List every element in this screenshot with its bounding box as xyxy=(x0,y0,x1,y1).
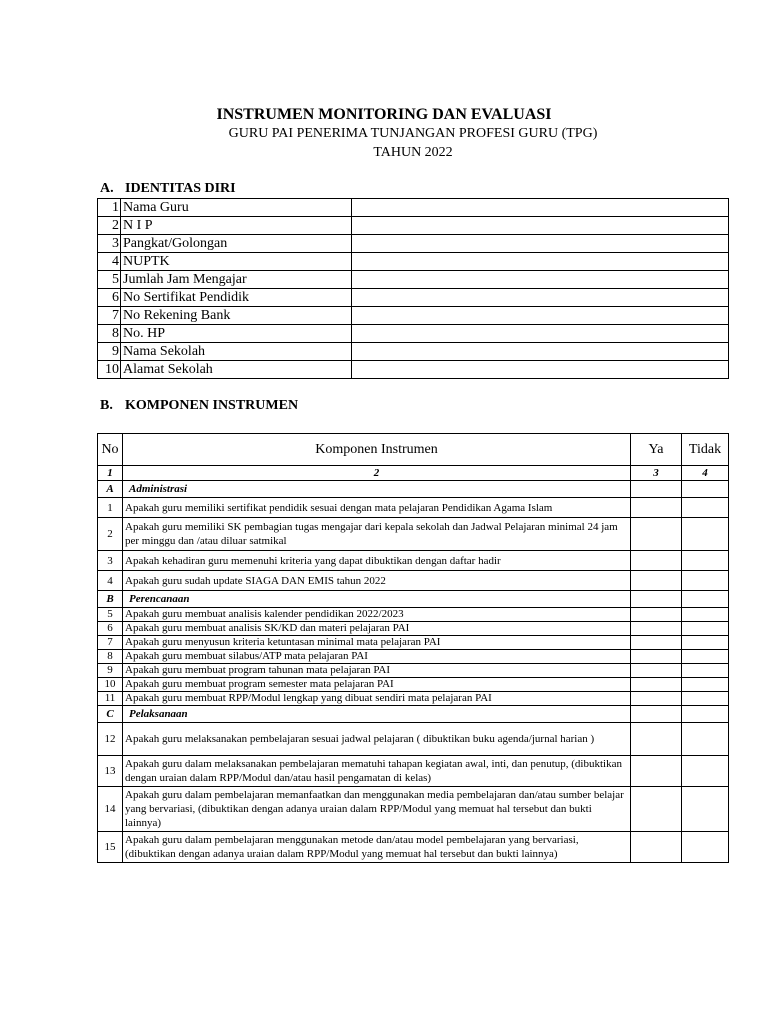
ya-checkbox-cell[interactable] xyxy=(631,723,682,756)
instrument-question: Apakah guru sudah update SIAGA DAN EMIS tahun 2022 xyxy=(123,571,631,591)
instrument-row xyxy=(98,650,729,664)
identity-row-label: Nama Sekolah xyxy=(121,343,352,361)
identity-row-label: NUPTK xyxy=(121,253,352,271)
identity-row xyxy=(98,217,729,235)
header-ya: Ya xyxy=(631,434,682,466)
identity-value-field[interactable] xyxy=(352,343,729,361)
group-row xyxy=(98,706,729,723)
identity-row xyxy=(98,343,729,361)
identity-row-label: No Rekening Bank xyxy=(121,307,352,325)
tidak-checkbox-cell[interactable] xyxy=(682,518,729,551)
identity-row xyxy=(98,199,729,217)
document-title: INSTRUMEN MONITORING DAN EVALUASI xyxy=(216,106,552,123)
tidak-cell[interactable] xyxy=(682,706,729,723)
ya-cell[interactable] xyxy=(631,706,682,723)
instrument-number: 2 xyxy=(98,518,123,551)
column-index-row xyxy=(98,466,729,481)
ya-checkbox-cell[interactable] xyxy=(631,664,682,678)
instrument-row xyxy=(98,723,729,756)
identity-row xyxy=(98,235,729,253)
instrument-number: 4 xyxy=(98,571,123,591)
instrument-question: Apakah guru membuat analisis kalender pendidikan 2022/2023 xyxy=(123,608,631,622)
instrument-question: Apakah guru dalam pembelajaran menggunakan metode dan/atau model pembelajaran yang bervariasi, (dibuktikan dengan adanya uraian dalam RPP/Modul yang memuat hal tersebut dan bukti lainnya) xyxy=(123,832,631,863)
identity-value-field[interactable] xyxy=(352,289,729,307)
tidak-checkbox-cell[interactable] xyxy=(682,787,729,832)
identity-row-label: Nama Guru xyxy=(121,199,352,217)
instrument-row xyxy=(98,756,729,787)
tidak-checkbox-cell[interactable] xyxy=(682,678,729,692)
instrument-number: 13 xyxy=(98,756,123,787)
tidak-checkbox-cell[interactable] xyxy=(682,622,729,636)
ya-cell[interactable] xyxy=(631,481,682,498)
instrument-number: 1 xyxy=(98,498,123,518)
tidak-checkbox-cell[interactable] xyxy=(682,498,729,518)
identity-row-number: 3 xyxy=(98,235,121,253)
ya-checkbox-cell[interactable] xyxy=(631,498,682,518)
ya-checkbox-cell[interactable] xyxy=(631,518,682,551)
instrument-question: Apakah guru dalam pembelajaran memanfaatkan dan menggunakan media pembelajaran dan/atau sumber belajar yang bervariasi, (dibuktikan dengan adanya uraian dalam RPP/Modul yang memuat hal tersebut dan bukti lainnya) xyxy=(123,787,631,832)
instrument-row xyxy=(98,551,729,571)
instrument-table xyxy=(97,433,729,863)
group-title: Pelaksanaan xyxy=(123,706,631,723)
instrument-number: 11 xyxy=(98,692,123,706)
identity-row xyxy=(98,361,729,379)
identity-row-label: Jumlah Jam Mengajar xyxy=(121,271,352,289)
instrument-row xyxy=(98,787,729,832)
tidak-cell[interactable] xyxy=(682,591,729,608)
tidak-checkbox-cell[interactable] xyxy=(682,756,729,787)
instrument-number: 7 xyxy=(98,636,123,650)
instrument-row xyxy=(98,498,729,518)
tidak-checkbox-cell[interactable] xyxy=(682,571,729,591)
instrument-row xyxy=(98,664,729,678)
instrument-question: Apakah guru dalam melaksanakan pembelajaran mematuhi tahapan kegiatan awal, inti, dan penutup, (dibuktikan dengan uraian dalam RPP/Modul dan/atau hasil pengamatan di kelas) xyxy=(123,756,631,787)
instrument-number: 9 xyxy=(98,664,123,678)
identity-row xyxy=(98,289,729,307)
group-title: Perencanaan xyxy=(123,591,631,608)
document-subtitle: GURU PAI PENERIMA TUNJANGAN PROFESI GURU (TPG) xyxy=(228,126,598,141)
instrument-question: Apakah guru menyusun kriteria ketuntasan minimal mata pelajaran PAI xyxy=(123,636,631,650)
identity-row-label: No Sertifikat Pendidik xyxy=(121,289,352,307)
group-code: B xyxy=(98,591,123,608)
instrument-row xyxy=(98,518,729,551)
instrument-question: Apakah guru memiliki sertifikat pendidik sesuai dengan mata pelajaran Pendidikan Agama Islam xyxy=(123,498,631,518)
instrument-row xyxy=(98,832,729,863)
ya-checkbox-cell[interactable] xyxy=(631,551,682,571)
instrument-row xyxy=(98,636,729,650)
tidak-cell[interactable] xyxy=(682,481,729,498)
group-row xyxy=(98,591,729,608)
ya-checkbox-cell[interactable] xyxy=(631,692,682,706)
identity-table xyxy=(97,198,729,379)
table-header-row xyxy=(98,434,729,466)
column-index: 2 xyxy=(123,466,631,481)
tidak-checkbox-cell[interactable] xyxy=(682,608,729,622)
identity-row-label: Alamat Sekolah xyxy=(121,361,352,379)
identity-row xyxy=(98,307,729,325)
instrument-question: Apakah kehadiran guru memenuhi kriteria yang dapat dibuktikan dengan daftar hadir xyxy=(123,551,631,571)
instrument-number: 10 xyxy=(98,678,123,692)
identity-row-number: 5 xyxy=(98,271,121,289)
ya-checkbox-cell[interactable] xyxy=(631,650,682,664)
instrument-number: 5 xyxy=(98,608,123,622)
header-component: Komponen Instrumen xyxy=(123,434,631,466)
identity-row xyxy=(98,271,729,289)
identity-row xyxy=(98,325,729,343)
identity-value-field[interactable] xyxy=(352,199,729,217)
tidak-checkbox-cell[interactable] xyxy=(682,664,729,678)
instrument-question: Apakah guru membuat RPP/Modul lengkap yang dibuat sendiri mata pelajaran PAI xyxy=(123,692,631,706)
section-a-title: IDENTITAS DIRI xyxy=(125,181,236,196)
group-code: C xyxy=(98,706,123,723)
tidak-checkbox-cell[interactable] xyxy=(682,650,729,664)
instrument-question: Apakah guru memiliki SK pembagian tugas mengajar dari kepala sekolah dan Jadwal Pelajaran minimal 24 jam per minggu dan /atau diluar satmikal xyxy=(123,518,631,551)
identity-value-field[interactable] xyxy=(352,217,729,235)
identity-row-label: N I P xyxy=(121,217,352,235)
section-b-heading xyxy=(100,398,298,414)
group-code: A xyxy=(98,481,123,498)
identity-row-number: 2 xyxy=(98,217,121,235)
identity-row xyxy=(98,253,729,271)
ya-cell[interactable] xyxy=(631,591,682,608)
column-index: 1 xyxy=(98,466,123,481)
column-index: 4 xyxy=(682,466,729,481)
tidak-checkbox-cell[interactable] xyxy=(682,723,729,756)
instrument-number: 15 xyxy=(98,832,123,863)
ya-checkbox-cell[interactable] xyxy=(631,622,682,636)
tidak-checkbox-cell[interactable] xyxy=(682,636,729,650)
ya-checkbox-cell[interactable] xyxy=(631,756,682,787)
section-b-number: B. xyxy=(100,398,113,413)
identity-value-field[interactable] xyxy=(352,253,729,271)
ya-checkbox-cell[interactable] xyxy=(631,678,682,692)
instrument-question: Apakah guru membuat analisis SK/KD dan materi pelajaran PAI xyxy=(123,622,631,636)
identity-row-number: 10 xyxy=(98,361,121,379)
instrument-row xyxy=(98,692,729,706)
instrument-question: Apakah guru membuat silabus/ATP mata pelajaran PAI xyxy=(123,650,631,664)
ya-checkbox-cell[interactable] xyxy=(631,636,682,650)
instrument-number: 6 xyxy=(98,622,123,636)
instrument-number: 14 xyxy=(98,787,123,832)
section-a-heading xyxy=(100,181,236,197)
identity-row-number: 6 xyxy=(98,289,121,307)
instrument-question: Apakah guru membuat program semester mata pelajaran PAI xyxy=(123,678,631,692)
tidak-checkbox-cell[interactable] xyxy=(682,551,729,571)
identity-row-number: 4 xyxy=(98,253,121,271)
identity-row-number: 1 xyxy=(98,199,121,217)
document-year: TAHUN 2022 xyxy=(373,145,453,160)
instrument-question: Apakah guru membuat program tahunan mata pelajaran PAI xyxy=(123,664,631,678)
instrument-number: 3 xyxy=(98,551,123,571)
ya-checkbox-cell[interactable] xyxy=(631,787,682,832)
instrument-row xyxy=(98,571,729,591)
tidak-checkbox-cell[interactable] xyxy=(682,692,729,706)
ya-checkbox-cell[interactable] xyxy=(631,832,682,863)
identity-value-field[interactable] xyxy=(352,361,729,379)
group-row xyxy=(98,481,729,498)
identity-row-number: 8 xyxy=(98,325,121,343)
instrument-question: Apakah guru melaksanakan pembelajaran sesuai jadwal pelajaran ( dibuktikan buku agenda/jurnal harian ) xyxy=(123,723,631,756)
instrument-number: 12 xyxy=(98,723,123,756)
identity-value-field[interactable] xyxy=(352,325,729,343)
ya-checkbox-cell[interactable] xyxy=(631,571,682,591)
instrument-row xyxy=(98,608,729,622)
section-a-number: A. xyxy=(100,181,114,196)
identity-row-label: No. HP xyxy=(121,325,352,343)
instrument-row xyxy=(98,678,729,692)
header-tidak: Tidak xyxy=(682,434,729,466)
instrument-row xyxy=(98,622,729,636)
section-b-title: KOMPONEN INSTRUMEN xyxy=(125,398,299,413)
identity-value-field[interactable] xyxy=(352,307,729,325)
tidak-checkbox-cell[interactable] xyxy=(682,832,729,863)
column-index: 3 xyxy=(631,466,682,481)
identity-value-field[interactable] xyxy=(352,271,729,289)
identity-row-number: 7 xyxy=(98,307,121,325)
identity-value-field[interactable] xyxy=(352,235,729,253)
instrument-number: 8 xyxy=(98,650,123,664)
group-title: Administrasi xyxy=(123,481,631,498)
ya-checkbox-cell[interactable] xyxy=(631,608,682,622)
header-no: No xyxy=(98,434,123,466)
identity-row-number: 9 xyxy=(98,343,121,361)
identity-row-label: Pangkat/Golongan xyxy=(121,235,352,253)
